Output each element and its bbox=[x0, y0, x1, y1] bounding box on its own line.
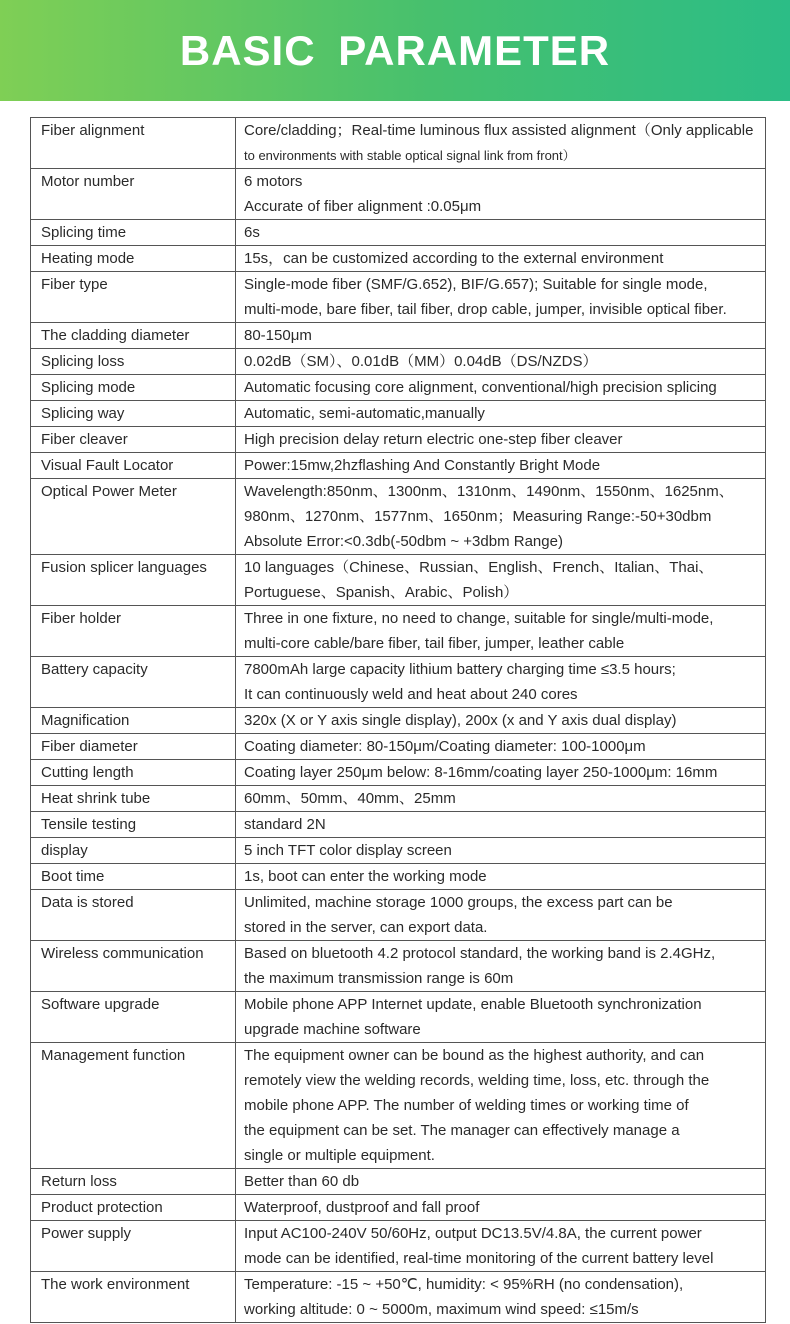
parameter-value bbox=[236, 453, 766, 479]
parameter-value-line: mode can be identified, real-time monitoring of the current battery level bbox=[244, 1250, 714, 1267]
parameter-name: Fiber diameter bbox=[31, 734, 236, 760]
parameter-value-line: Better than 60 db bbox=[244, 1173, 360, 1190]
parameter-name: Fusion splicer languages bbox=[31, 555, 236, 606]
parameter-name: Fiber alignment bbox=[31, 118, 236, 169]
table-row bbox=[31, 734, 766, 760]
parameter-value-line: standard 2N bbox=[244, 816, 326, 833]
parameter-value-line: Automatic, semi-automatic,manually bbox=[244, 405, 485, 422]
parameter-value bbox=[236, 941, 766, 992]
table-row bbox=[31, 760, 766, 786]
parameter-name: Heating mode bbox=[31, 246, 236, 272]
parameter-value-line: The equipment owner can be bound as the highest authority, and can bbox=[244, 1047, 705, 1064]
table-row bbox=[31, 427, 766, 453]
parameter-value-line: Unlimited, machine storage 1000 groups, the excess part can be bbox=[244, 894, 673, 911]
parameter-value-line: 10 languages（Chinese、Russian、English、French、Italian、Thai、 bbox=[244, 559, 714, 576]
parameter-name: The cladding diameter bbox=[31, 323, 236, 349]
parameter-value-line: Portuguese、Spanish、Arabic、Polish） bbox=[244, 584, 519, 601]
parameter-name: Fiber cleaver bbox=[31, 427, 236, 453]
table-row bbox=[31, 272, 766, 323]
parameter-name: Magnification bbox=[31, 708, 236, 734]
parameter-name: Battery capacity bbox=[31, 657, 236, 708]
parameter-name: Product protection bbox=[31, 1195, 236, 1221]
table-row bbox=[31, 479, 766, 555]
parameter-value bbox=[236, 427, 766, 453]
parameter-name: Fiber holder bbox=[31, 606, 236, 657]
table-row bbox=[31, 941, 766, 992]
table-row bbox=[31, 375, 766, 401]
parameter-value-line: Automatic focusing core alignment, conventional/high precision splicing bbox=[244, 379, 717, 396]
table-row bbox=[31, 1221, 766, 1272]
parameter-value-line: 60mm、50mm、40mm、25mm bbox=[244, 790, 456, 807]
parameter-value-line: It can continuously weld and heat about 240 cores bbox=[244, 686, 578, 703]
parameter-value-line: 5 inch TFT color display screen bbox=[244, 842, 452, 859]
table-row bbox=[31, 118, 766, 169]
parameter-value bbox=[236, 375, 766, 401]
parameter-name: Data is stored bbox=[31, 890, 236, 941]
parameter-value-line: 980nm、1270nm、1577nm、1650nm；Measuring Range:-50+30dbm bbox=[244, 508, 712, 525]
parameter-value-line: to environments with stable optical signal link from front） bbox=[244, 148, 576, 163]
parameter-name: Fiber type bbox=[31, 272, 236, 323]
parameter-value-line: the equipment can be set. The manager can effectively manage a bbox=[244, 1122, 680, 1139]
table-row bbox=[31, 1169, 766, 1195]
parameter-value-line: 7800mAh large capacity lithium battery charging time ≤3.5 hours; bbox=[244, 661, 676, 678]
table-row bbox=[31, 401, 766, 427]
parameter-value bbox=[236, 272, 766, 323]
parameter-value bbox=[236, 1169, 766, 1195]
table-row bbox=[31, 453, 766, 479]
parameter-value-line: High precision delay return electric one-step fiber cleaver bbox=[244, 431, 623, 448]
parameter-value-line: 80-150μm bbox=[244, 327, 312, 344]
parameter-table-body bbox=[31, 118, 766, 1323]
parameter-value-line: 320x (X or Y axis single display), 200x (x and Y axis dual display) bbox=[244, 712, 677, 729]
table-row bbox=[31, 1195, 766, 1221]
parameter-value bbox=[236, 220, 766, 246]
parameter-name: Optical Power Meter bbox=[31, 479, 236, 555]
parameter-value bbox=[236, 708, 766, 734]
header-banner bbox=[0, 0, 790, 101]
parameter-value bbox=[236, 323, 766, 349]
parameter-value bbox=[236, 864, 766, 890]
parameter-value-line: upgrade machine software bbox=[244, 1021, 421, 1038]
parameter-name: Visual Fault Locator bbox=[31, 453, 236, 479]
parameter-value-line: Absolute Error:<0.3db(-50dbm ~ +3dbm Range) bbox=[244, 533, 563, 550]
parameter-value-line: multi-mode, bare fiber, tail fiber, drop cable, jumper, invisible optical fiber. bbox=[244, 301, 727, 318]
parameter-value bbox=[236, 1272, 766, 1323]
parameter-value-line: 1s, boot can enter the working mode bbox=[244, 868, 487, 885]
parameter-value-line: Coating diameter: 80-150μm/Coating diameter: 100-1000μm bbox=[244, 738, 646, 755]
table-row bbox=[31, 992, 766, 1043]
parameter-name: display bbox=[31, 838, 236, 864]
page-title: BASIC PARAMETER bbox=[179, 26, 611, 74]
table-row bbox=[31, 323, 766, 349]
parameter-value-line: Mobile phone APP Internet update, enable Bluetooth synchronization bbox=[244, 996, 702, 1013]
parameter-value bbox=[236, 401, 766, 427]
table-row bbox=[31, 708, 766, 734]
table-row bbox=[31, 1272, 766, 1323]
parameter-name: Splicing way bbox=[31, 401, 236, 427]
table-row bbox=[31, 890, 766, 941]
parameter-value-line: stored in the server, can export data. bbox=[244, 919, 488, 936]
parameter-name: Management function bbox=[31, 1043, 236, 1169]
parameter-value-line: Coating layer 250μm below: 8-16mm/coating layer 250-1000μm: 16mm bbox=[244, 764, 718, 781]
parameter-value-line: remotely view the welding records, welding time, loss, etc. through the bbox=[244, 1072, 710, 1089]
table-row bbox=[31, 838, 766, 864]
parameter-value-line: 6s bbox=[244, 224, 260, 241]
parameter-value-line: Single-mode fiber (SMF/G.652), BIF/G.657); Suitable for single mode, bbox=[244, 276, 708, 293]
parameter-name: The work environment bbox=[31, 1272, 236, 1323]
parameter-value bbox=[236, 992, 766, 1043]
parameter-value-line: mobile phone APP. The number of welding times or working time of bbox=[244, 1097, 689, 1114]
parameter-value bbox=[236, 479, 766, 555]
parameter-table bbox=[30, 117, 766, 1323]
parameter-name: Cutting length bbox=[31, 760, 236, 786]
parameter-value bbox=[236, 812, 766, 838]
parameter-value bbox=[236, 1221, 766, 1272]
parameter-value-line: Wavelength:850nm、1300nm、1310nm、1490nm、1550nm、1625nm、 bbox=[244, 483, 734, 500]
parameter-name: Splicing time bbox=[31, 220, 236, 246]
parameter-value bbox=[236, 838, 766, 864]
parameter-value-line: Core/cladding；Real-time luminous flux assisted alignment（Only applicable bbox=[244, 122, 754, 139]
parameter-name: Tensile testing bbox=[31, 812, 236, 838]
table-row bbox=[31, 169, 766, 220]
parameter-value bbox=[236, 1195, 766, 1221]
parameter-value-line: Based on bluetooth 4.2 protocol standard, the working band is 2.4GHz, bbox=[244, 945, 716, 962]
parameter-value bbox=[236, 890, 766, 941]
table-row bbox=[31, 220, 766, 246]
parameter-value bbox=[236, 555, 766, 606]
table-row bbox=[31, 606, 766, 657]
table-row bbox=[31, 246, 766, 272]
parameter-name: Return loss bbox=[31, 1169, 236, 1195]
table-row bbox=[31, 864, 766, 890]
parameter-value-line: Three in one fixture, no need to change, suitable for single/multi-mode, bbox=[244, 610, 714, 627]
parameter-name: Motor number bbox=[31, 169, 236, 220]
parameter-value-line: 15s，can be customized according to the external environment bbox=[244, 250, 664, 267]
parameter-value-line: Power:15mw,2hzflashing And Constantly Bright Mode bbox=[244, 457, 601, 474]
parameter-value-line: Accurate of fiber alignment :0.05μm bbox=[244, 198, 482, 215]
parameter-value-line: single or multiple equipment. bbox=[244, 1147, 435, 1164]
parameter-value-line: Temperature: -15 ~ +50℃, humidity: < 95%RH (no condensation), bbox=[244, 1276, 684, 1293]
parameter-value-line: working altitude: 0 ~ 5000m, maximum wind speed: ≤15m/s bbox=[244, 1301, 639, 1318]
parameter-value-line: Input AC100-240V 50/60Hz, output DC13.5V/4.8A, the current power bbox=[244, 1225, 702, 1242]
parameter-name: Splicing mode bbox=[31, 375, 236, 401]
table-row bbox=[31, 657, 766, 708]
parameter-value bbox=[236, 349, 766, 375]
parameter-name: Heat shrink tube bbox=[31, 786, 236, 812]
parameter-value-line: 0.02dB（SM）、0.01dB（MM）0.04dB（DS/NZDS） bbox=[244, 353, 598, 370]
parameter-name: Software upgrade bbox=[31, 992, 236, 1043]
parameter-value-line: the maximum transmission range is 60m bbox=[244, 970, 514, 987]
table-row bbox=[31, 555, 766, 606]
parameter-value bbox=[236, 1043, 766, 1169]
parameter-value-line: 6 motors bbox=[244, 173, 303, 190]
parameter-value-line: multi-core cable/bare fiber, tail fiber, jumper, leather cable bbox=[244, 635, 625, 652]
parameter-name: Power supply bbox=[31, 1221, 236, 1272]
parameter-value bbox=[236, 118, 766, 169]
parameter-value bbox=[236, 169, 766, 220]
parameter-name: Wireless communication bbox=[31, 941, 236, 992]
parameter-value bbox=[236, 760, 766, 786]
parameter-name: Splicing loss bbox=[31, 349, 236, 375]
parameter-name: Boot time bbox=[31, 864, 236, 890]
table-row bbox=[31, 812, 766, 838]
table-row bbox=[31, 786, 766, 812]
parameter-value bbox=[236, 657, 766, 708]
table-row bbox=[31, 349, 766, 375]
parameter-value bbox=[236, 246, 766, 272]
parameter-value bbox=[236, 734, 766, 760]
parameter-value bbox=[236, 606, 766, 657]
table-row bbox=[31, 1043, 766, 1169]
parameter-value-line: Waterproof, dustproof and fall proof bbox=[244, 1199, 480, 1216]
parameter-value bbox=[236, 786, 766, 812]
